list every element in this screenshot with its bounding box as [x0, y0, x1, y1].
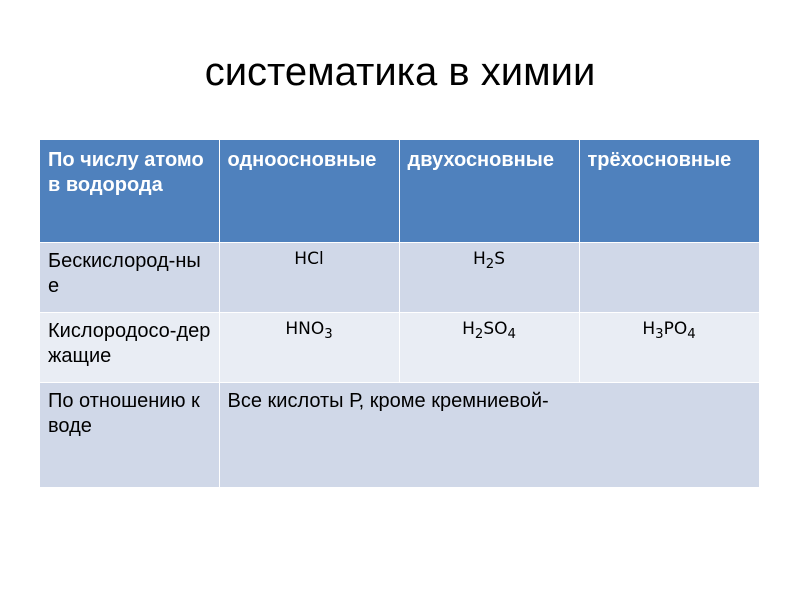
formula-text: HNO: [285, 318, 325, 339]
header-criterion: По числу атомов водорода: [40, 140, 219, 242]
formula-text: S: [494, 248, 506, 269]
formula-text: SO: [483, 318, 508, 339]
merged-note-cell: Все кислоты Р, кроме кремниевой-: [219, 382, 759, 487]
formula-text: PO: [663, 318, 688, 339]
row-label-oxygen-containing: Кислородосо-держащие: [40, 312, 219, 382]
formula-subscript: 2: [474, 326, 484, 342]
acid-classification-table: [40, 140, 760, 488]
formula-subscript: 4: [507, 326, 516, 342]
formula-subscript: 3: [655, 326, 664, 342]
formula-text: H: [472, 248, 486, 269]
formula-cell: [399, 312, 579, 382]
formula-cell: [399, 242, 579, 312]
formula-cell: [579, 312, 759, 382]
table-row: [40, 312, 759, 382]
formula-text: H: [462, 318, 475, 339]
row-label-oxygen-free: Бескислород-ные: [40, 242, 219, 312]
header-dibasic: двухосновные: [399, 140, 579, 242]
formula-text: HCl: [294, 248, 324, 269]
formula-subscript: 3: [324, 326, 333, 342]
formula-subscript: 4: [687, 326, 696, 342]
table-header-row: [40, 140, 759, 242]
table-row: [40, 382, 759, 487]
formula-text: H: [642, 318, 656, 339]
formula-cell: [219, 312, 399, 382]
slide-title: систематика в химии: [204, 50, 596, 94]
row-label-water-relation: По отношению к воде: [40, 382, 219, 487]
formula-subscript: 2: [485, 256, 495, 272]
header-tribasic: трёхосновные: [579, 140, 759, 242]
formula-cell: [219, 242, 399, 312]
formula-cell: [579, 242, 759, 312]
header-monobasic: одноосновные: [219, 140, 399, 242]
table-row: [40, 242, 759, 312]
